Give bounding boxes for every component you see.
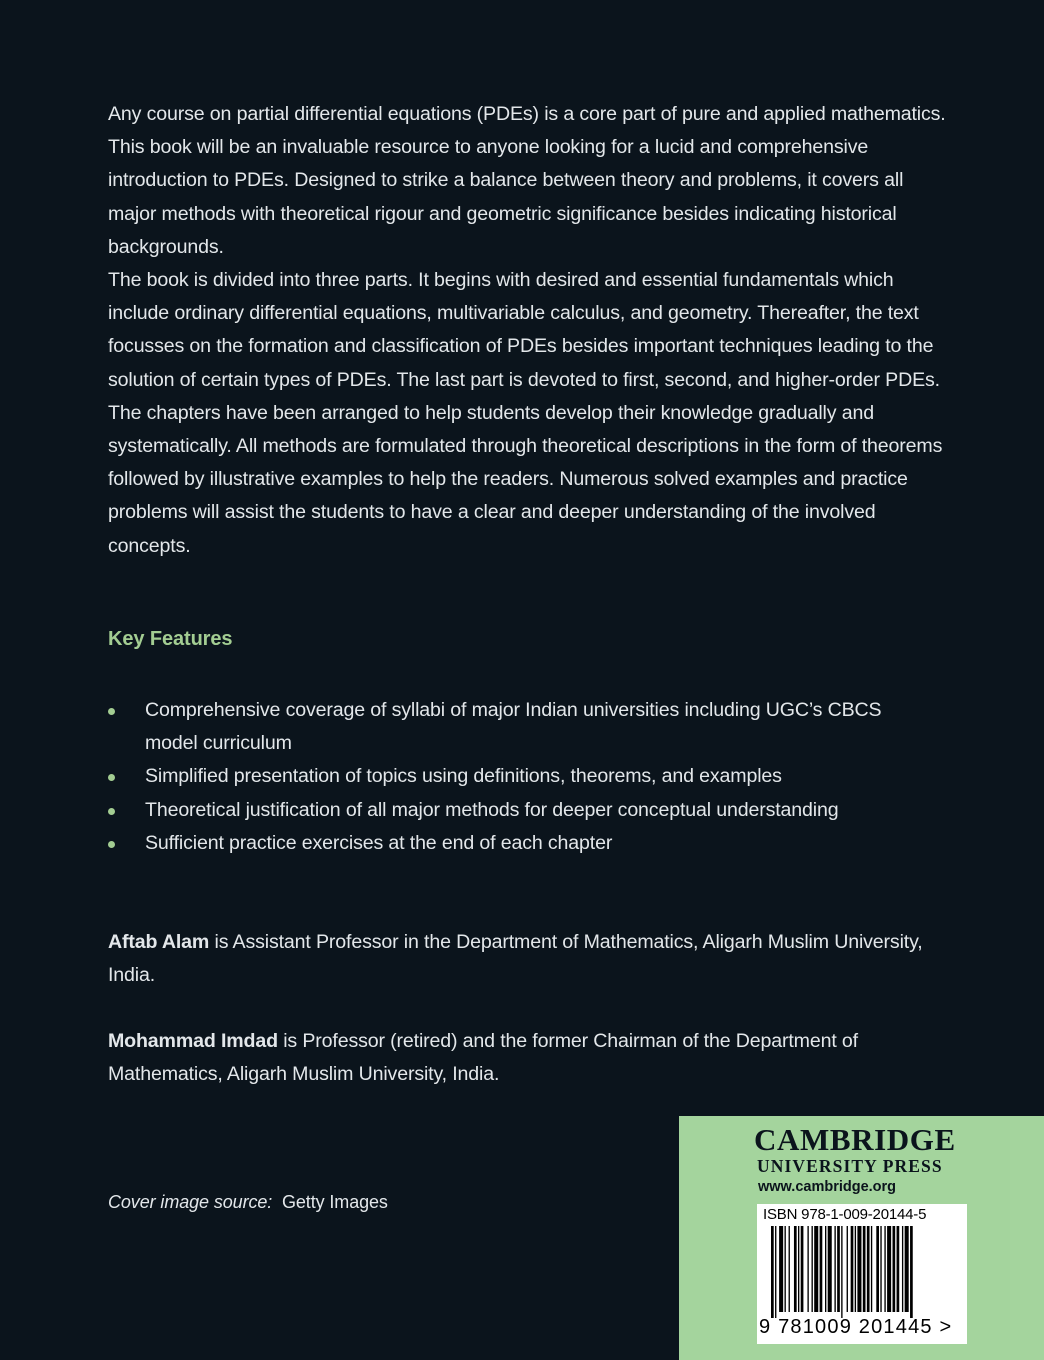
bullet-icon: [108, 774, 115, 781]
publisher-logo-subtitle: UNIVERSITY PRESS: [757, 1156, 943, 1176]
publisher-logo-name: CAMBRIDGE: [754, 1122, 956, 1157]
author-bio-1: [108, 926, 938, 992]
feature-text: Comprehensive coverage of syllabi of major Indian universities including UGC’s CBCS model curriculum: [145, 699, 882, 755]
author-bio-2: [108, 1025, 938, 1091]
key-features-heading: Key Features: [108, 628, 233, 650]
barcode-digits: 9 781009 201445 >: [759, 1316, 953, 1338]
isbn-label: ISBN 978-1-009-20144-5: [763, 1206, 927, 1223]
publisher-panel: [679, 1116, 1044, 1360]
feature-text: Sufficient practice exercises at the end of each chapter: [145, 831, 613, 854]
book-description: [108, 98, 948, 563]
bullet-icon: [108, 808, 115, 815]
description-paragraph-1: Any course on partial differential equations (PDEs) is a core part of pure and applied mathematics. This book will be an invaluable resource to anyone looking for a lucid and comprehensive introduction to PDEs. Designed to strike a balance between theory and problems, it covers all major methods with theoretical rigour and geometric significance besides indicating historical backgrounds.: [108, 103, 946, 258]
credit-value: Getty Images: [281, 1192, 388, 1212]
credit-label: Cover image source:: [108, 1192, 273, 1212]
bullet-icon: [108, 708, 115, 715]
feature-item: [108, 827, 928, 860]
barcode-icon: [757, 1226, 967, 1318]
feature-text: Simplified presentation of topics using definitions, theorems, and examples: [145, 765, 782, 788]
feature-text: Theoretical justification of all major methods for deeper conceptual understanding: [145, 798, 839, 821]
key-features-list: [108, 694, 928, 860]
publisher-url: www.cambridge.org: [758, 1179, 897, 1195]
author-bio-text-1: is Assistant Professor in the Department of Mathematics, Aligarh Muslim University, India.: [108, 931, 923, 987]
cover-image-credit: [108, 1192, 388, 1213]
bullet-icon: [108, 841, 115, 848]
feature-item: [108, 760, 928, 793]
feature-item: [108, 794, 928, 827]
feature-item: [108, 694, 928, 760]
author-name-1: Aftab Alam: [108, 931, 210, 953]
author-bio-text-2: is Professor (retired) and the former Chairman of the Department of Mathematics, Aligarh Muslim University, India.: [108, 1030, 858, 1086]
author-name-2: Mohammad Imdad: [108, 1030, 278, 1052]
isbn-barcode: [757, 1204, 967, 1344]
description-paragraph-2: The book is divided into three parts. It begins with desired and essential fundamentals which include ordinary differential equations, multivariable calculus, and geometry. Thereafter, the text focusses on the formation and classification of PDEs besides important techniques leading to the solution of certain types of PDEs. The last part is devoted to first, second, and higher-order PDEs. The chapters have been arranged to help students develop their knowledge gradually and systematically. All methods are formulated through theoretical descriptions in the form of theorems followed by illustrative examples to help the readers. Numerous solved examples and practice problems will assist the students to have a clear and deeper understanding of the involved concepts.: [108, 269, 943, 557]
